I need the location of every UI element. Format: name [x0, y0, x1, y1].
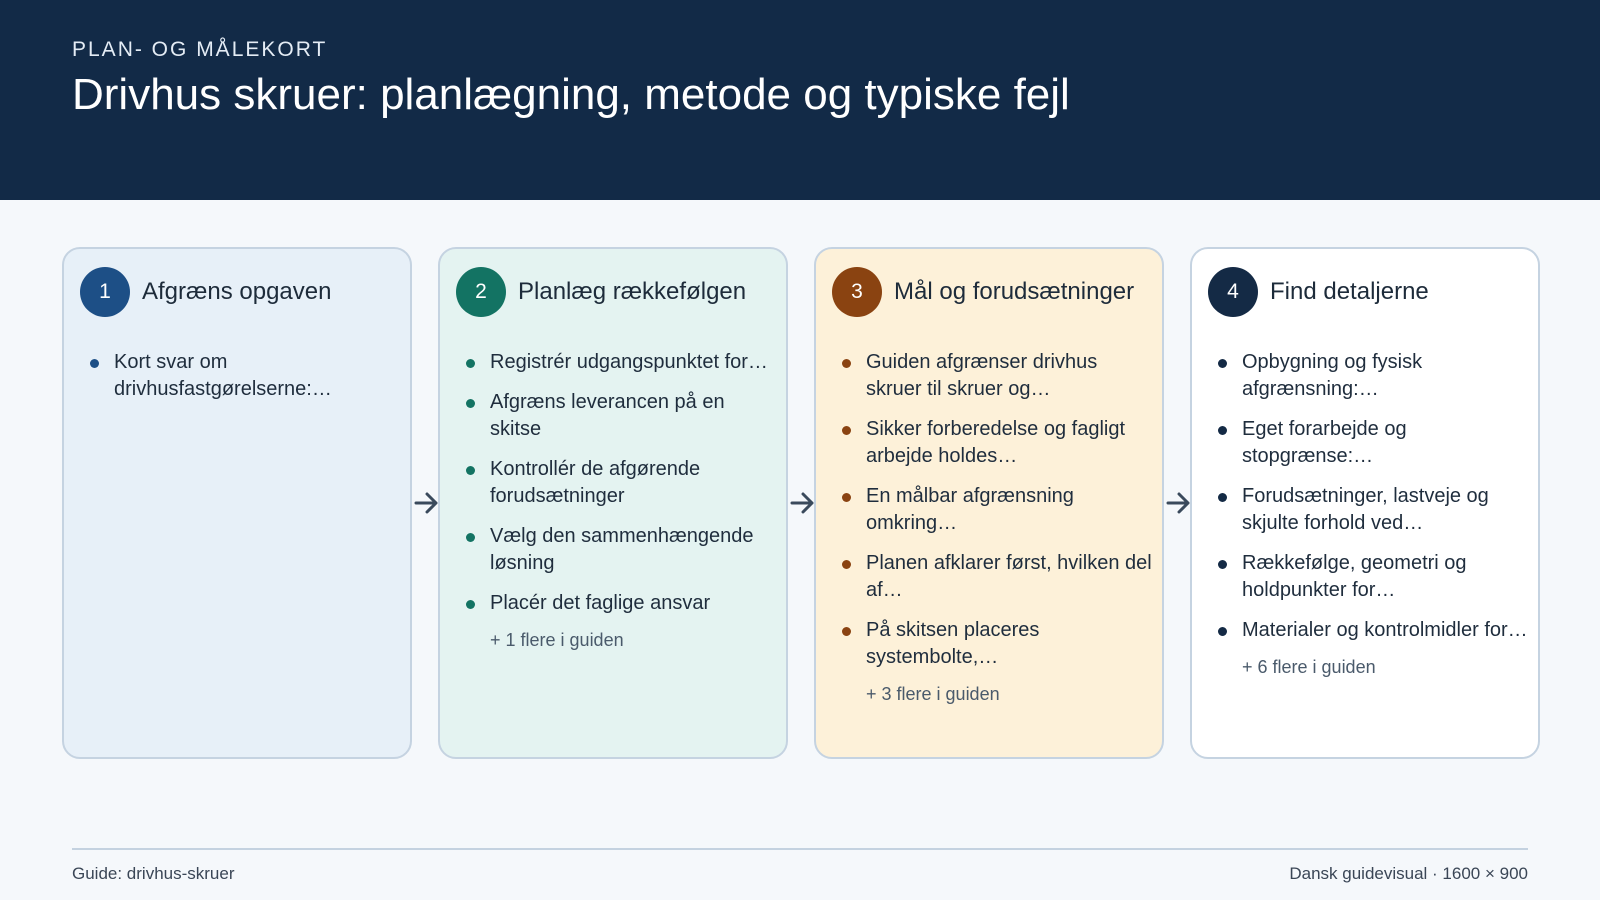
more-in-guide-note: + 3 flere i guiden — [866, 684, 1000, 704]
step-card-1 — [62, 247, 412, 759]
bullet-dot-icon — [842, 493, 851, 502]
bullet-dot-icon — [466, 399, 475, 408]
bullet-dot-icon — [466, 533, 475, 542]
footer-source: Guide: drivhus-skruer — [72, 864, 235, 883]
bullet-dot-icon — [1218, 560, 1227, 569]
list-item — [466, 456, 776, 510]
step-card-2 — [438, 247, 788, 759]
step-card-header — [80, 267, 331, 317]
list-item — [1218, 483, 1528, 537]
list-item-text: Rækkefølge, geometri og holdpunkter for… — [1242, 552, 1467, 601]
step-bullet-list — [466, 349, 776, 651]
list-item — [1218, 550, 1528, 604]
list-item-text: Forudsætninger, lastveje og skjulte forhold ved… — [1242, 485, 1489, 534]
more-in-guide-note: + 6 flere i guiden — [1242, 657, 1376, 677]
bullet-dot-icon — [466, 600, 475, 609]
bullet-dot-icon — [1218, 426, 1227, 435]
list-item-text: På skitsen placeres systembolte,… — [866, 619, 1040, 668]
list-item — [466, 389, 776, 443]
list-item-text: Afgræns leverancen på en skitse — [490, 391, 725, 440]
list-item-text: Kort svar om drivhusfastgørelserne:… — [114, 351, 332, 400]
list-item-text: Placér det faglige ansvar — [490, 592, 711, 614]
step-bullet-list — [90, 349, 400, 416]
list-item — [466, 523, 776, 577]
step-number-badge: 2 — [456, 267, 506, 317]
bullet-dot-icon — [842, 560, 851, 569]
more-in-guide-note: + 1 flere i guiden — [490, 630, 624, 650]
list-item-text: Opbygning og fysisk afgrænsning:… — [1242, 351, 1423, 400]
list-item — [1218, 617, 1528, 644]
step-number-badge: 1 — [80, 267, 130, 317]
step-bullet-list — [842, 349, 1152, 705]
bullet-dot-icon — [842, 627, 851, 636]
bullet-dot-icon — [1218, 627, 1227, 636]
step-card-title: Afgræns opgaven — [142, 278, 332, 305]
list-item — [842, 349, 1152, 403]
list-item-text: Vælg den sammenhængende løsning — [490, 525, 754, 574]
bullet-dot-icon — [1218, 359, 1227, 368]
bullet-dot-icon — [90, 359, 99, 368]
list-item — [842, 617, 1152, 671]
list-item — [1218, 349, 1528, 403]
bullet-dot-icon — [842, 359, 851, 368]
list-item — [466, 349, 776, 376]
step-card-title: Planlæg rækkefølgen — [518, 278, 747, 305]
step-number-badge: 3 — [832, 267, 882, 317]
step-card-3 — [814, 247, 1164, 759]
arrow-right-icon — [413, 488, 441, 518]
step-card-header — [832, 267, 1134, 317]
step-card-4 — [1190, 247, 1540, 759]
arrow-right-icon — [1165, 488, 1193, 518]
list-item-text: Registrér udgangspunktet for… — [490, 351, 768, 373]
step-bullet-list — [1218, 349, 1528, 678]
list-item — [90, 349, 400, 403]
list-item-text: Materialer og kontrolmidler for… — [1242, 619, 1528, 641]
bullet-dot-icon — [1218, 493, 1227, 502]
list-item-text: Sikker forberedelse og fagligt arbejde holdes… — [866, 418, 1126, 467]
eyebrow-label: PLAN- OG MÅLEKORT — [72, 38, 328, 61]
bullet-dot-icon — [466, 359, 475, 368]
page-title: Drivhus skruer: planlægning, metode og typiske fejl — [72, 70, 1070, 119]
list-item-text: Guiden afgrænser drivhus skruer til skruer og… — [866, 351, 1098, 400]
step-card-header — [456, 267, 746, 317]
list-item-text: Kontrollér de afgørende forudsætninger — [490, 458, 701, 507]
bullet-dot-icon — [466, 466, 475, 475]
list-item-text: En målbar afgrænsning omkring… — [866, 485, 1074, 534]
list-item — [842, 483, 1152, 537]
footer-divider — [72, 848, 1528, 850]
list-item — [842, 550, 1152, 604]
footer-credit: Dansk guidevisual · 1600 × 900 — [1289, 864, 1528, 883]
step-number-badge: 4 — [1208, 267, 1258, 317]
bullet-dot-icon — [842, 426, 851, 435]
list-item — [466, 590, 776, 617]
list-item — [1218, 416, 1528, 470]
arrow-right-icon — [789, 488, 817, 518]
list-item — [842, 416, 1152, 470]
step-card-title: Find detaljerne — [1270, 278, 1429, 305]
list-item-text: Eget forarbejde og stopgrænse:… — [1242, 418, 1407, 467]
step-card-title: Mål og forudsætninger — [894, 278, 1135, 305]
step-card-header — [1208, 267, 1429, 317]
list-item-text: Planen afklarer først, hvilken del af… — [866, 552, 1152, 601]
